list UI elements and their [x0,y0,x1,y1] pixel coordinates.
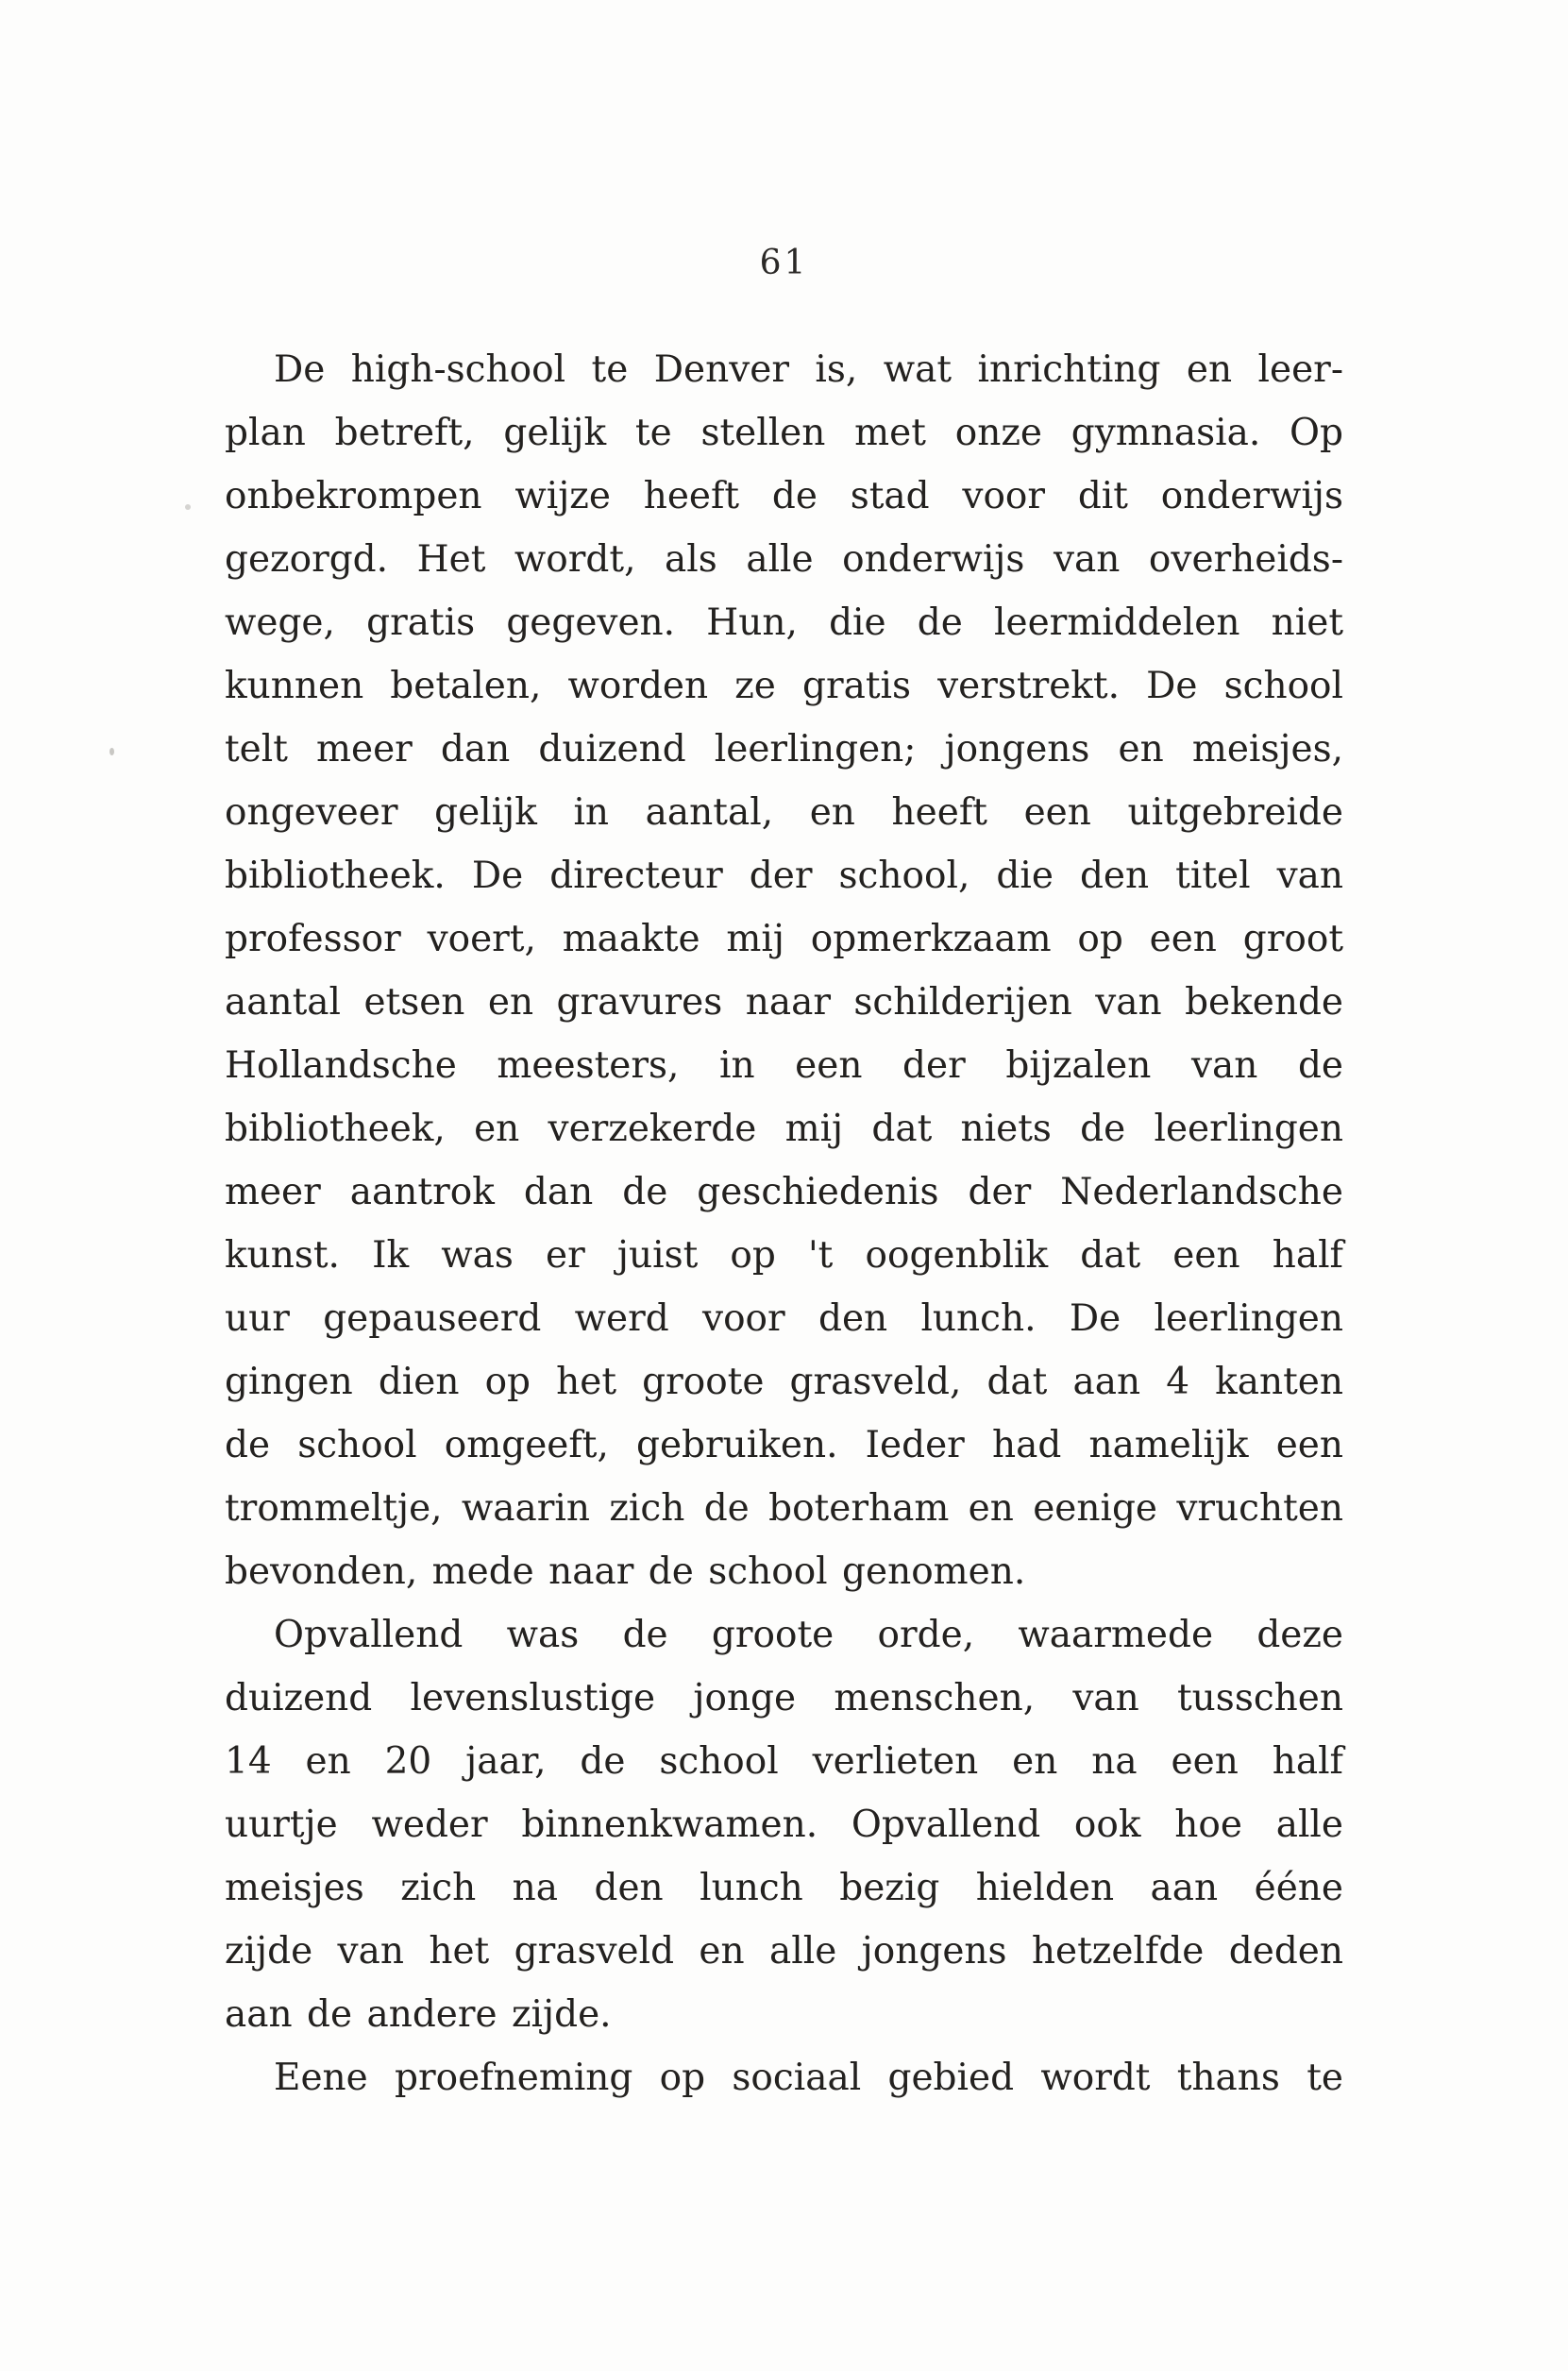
text-line: kunnen betalen, worden ze gratis verstrekt. De school [225,665,1343,707]
text-block [225,338,1343,2109]
text-line: aan de andere zijde. [225,1993,612,2036]
text-line: onbekrompen wijze heeft de stad voor dit onderwijs [225,475,1343,517]
text-line: bevonden, mede naar de school genomen. [225,1550,1026,1593]
text-line: gezorgd. Het wordt, als alle onderwijs van overheids- [225,538,1343,581]
text-line: gingen dien op het groote grasveld, dat aan 4 kanten [225,1361,1343,1403]
text-line: Opvallend was de groote orde, waarmede deze [274,1614,1343,1656]
text-line: meer aantrok dan de geschiedenis der Nederlandsche [225,1171,1343,1213]
text-line: meisjes zich na den lunch bezig hielden aan ééne [225,1867,1343,1909]
text-line: de school omgeeft, gebruiken. Ieder had namelijk een [225,1424,1343,1466]
scan-artifact-dot [185,504,191,510]
text-line: plan betreft, gelijk te stellen met onze gymnasia. Op [225,412,1343,454]
text-line: uur gepauseerd werd voor den lunch. De leerlingen [225,1297,1343,1340]
text-line: duizend levenslustige jonge menschen, van tusschen [225,1677,1343,1719]
text-line: bibliotheek. De directeur der school, die den titel van [225,855,1343,897]
text-line: De high-school te Denver is, wat inrichting en leer- [274,348,1343,391]
page-number: 61 [759,244,809,282]
scan-artifact-dot [110,748,114,755]
text-line: aantal etsen en gravures naar schilderijen van bekende [225,981,1343,1024]
text-line: zijde van het grasveld en alle jongens hetzelfde deden [225,1930,1343,1973]
text-line: bibliotheek, en verzekerde mij dat niets de leerlingen [225,1108,1343,1150]
text-line: professor voert, maakte mij opmerkzaam op een groot [225,918,1343,960]
text-line: trommeltje, waarin zich de boterham en eenige vruchten [225,1487,1343,1530]
text-line: ongeveer gelijk in aantal, en heeft een uitgebreide [225,791,1343,834]
text-line: wege, gratis gegeven. Hun, die de leermiddelen niet [225,601,1343,644]
text-line: Hollandsche meesters, in een der bijzalen van de [225,1044,1343,1087]
text-line: uurtje weder binnenkwamen. Opvallend ook hoe alle [225,1804,1343,1846]
text-line: 14 en 20 jaar, de school verlieten en na een half [225,1740,1343,1783]
text-line: telt meer dan duizend leerlingen; jongens en meisjes, [225,728,1343,771]
text-line: kunst. Ik was er juist op 't oogenblik dat een half [225,1234,1343,1277]
text-line: Eene proefneming op sociaal gebied wordt thans te [274,2057,1343,2099]
